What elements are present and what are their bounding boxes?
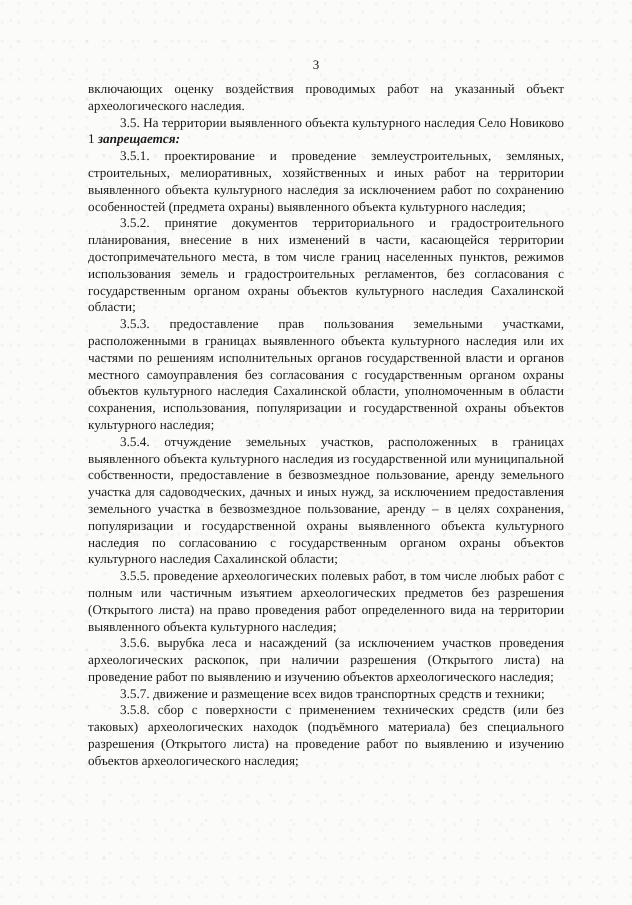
paragraph-3-5-1: 3.5.1. проектирование и проведение землеустроительных, земляных, строительных, мелиоративных, хозяйственных и иных работ на территории выявленного объекта культурного наследия за исключением работ по сохранению особенностей (предмета охраны) выявленного объекта культурного наследия; [88, 148, 564, 214]
paragraph-3-5-7: 3.5.7. движение и размещение всех видов транспортных средств и техники; [120, 685, 545, 701]
paragraph-3-5-6: 3.5.6. вырубка леса и насаждений (за исключением участков проведения археологических раскопок, при наличии разрешения (Открытого листа) на проведение работ по выявлению и изучению объектов археологического наследия; [88, 635, 564, 684]
paragraph-3-5-text: 3.5. На территории выявленного объекта культурного наследия Село Новиково 1 [88, 114, 564, 147]
paragraph-3-5-4: 3.5.4. отчуждение земельных участков, расположенных в границах выявленного объекта культурного наследия из государственной или муниципальной собственности, предоставление в безвозмездное пользование, аренду земельного участка для садоводческих, дачных и иных нужд, за исключением предоставления земельного участка в безвозмездное пользование, аренду – в целях сохранения, популяризации и государственной охраны выявленного объекта культурного наследия по согласованию с государственным органом охраны объектов культурного наследия Сахалинской области; [88, 433, 564, 567]
paragraph-3-5-3: 3.5.3. предоставление прав пользования земельными участками, расположенными в границах выявленного объекта культурного наследия или их частями по решениям исполнительных органов государственной власти и органов местного самоуправления без согласования с государственным органом охраны объектов культурного наследия Сахалинской области, уполномоченным в области сохранения, использования, популяризации и государственной охраны объектов культурного наследия; [88, 316, 564, 432]
prohibited-heading: запрещается: [97, 131, 180, 147]
paragraph-3-5-5: 3.5.5. проведение археологических полевых работ, в том числе любых работ с полным или частичным изъятием археологических предметов без разрешения (Открытого листа) на право проведения работ определенного вида на территории выявленного объекта культурного наследия; [88, 568, 564, 634]
paragraph-3-5-2: 3.5.2. принятие документов территориального и градостроительного планирования, внесение в них изменений в части, касающейся территории достопримечательного места, в том числе границ населенных пунктов, режимов использования земель и градостроительных регламентов, без согласования с государственным органом охраны объектов культурного наследия Сахалинской области; [88, 215, 564, 315]
paragraph-continuation: включающих оценку воздействия проводимых работ на указанный объект археологического наследия. [88, 81, 564, 113]
page-number: 3 [312, 57, 320, 72]
paragraph-3-5-8: 3.5.8. сбор с поверхности с применением технических средств (или без таковых) археологических находок (подъёмного материала) без специального разрешения (Открытого листа) на проведение работ по выявлению и изучению объектов археологического наследия; [88, 702, 564, 768]
document-body [88, 81, 564, 770]
paragraph-3-5 [88, 115, 564, 149]
